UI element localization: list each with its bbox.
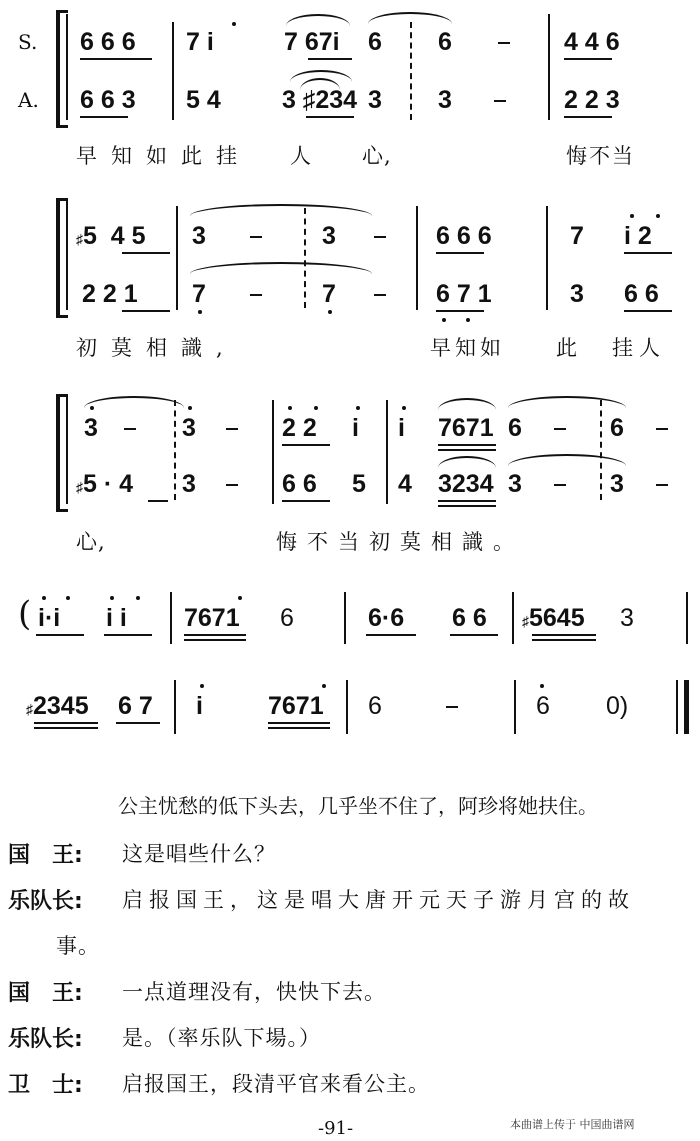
- soprano-label: S.: [18, 30, 38, 54]
- underline: [268, 722, 330, 724]
- dashed-barline: [410, 22, 412, 120]
- hold-dash: [226, 428, 238, 430]
- underline: [564, 58, 612, 60]
- s3-sop-8: 6: [610, 414, 624, 442]
- underline: [80, 58, 152, 60]
- high-dot: [200, 684, 204, 688]
- s2-alt-m1: 2 2 1: [82, 280, 138, 308]
- low-dot: [198, 310, 202, 314]
- s3-sop-2: 3: [182, 414, 196, 442]
- low-dot: [442, 318, 446, 322]
- line-guard: 启报国王，段清平官来看公主。: [122, 1072, 430, 1096]
- high-dot: [188, 406, 192, 410]
- underline: [36, 634, 84, 636]
- stage-direction: 公主忧愁的低下头去，几乎坐不住了，阿珍将她扶住。: [118, 794, 598, 818]
- s3-alt-6: 3234: [438, 470, 494, 498]
- hold-dash: [446, 706, 458, 708]
- s2-sop-m5: 7: [570, 222, 584, 250]
- s1-alt-m2: 5 4: [186, 86, 221, 114]
- hold-dash: [656, 484, 668, 486]
- system3-barline: [66, 396, 68, 504]
- underline: [624, 310, 672, 312]
- speaker-guard: 卫 士:: [8, 1073, 83, 1098]
- s3-lyric-2: 悔不当初莫相識。: [276, 530, 524, 554]
- high-dot: [356, 406, 360, 410]
- int2-6: 6: [536, 692, 550, 720]
- speaker-bandleader: 乐队长:: [8, 889, 83, 914]
- slur: [286, 14, 350, 26]
- int2-7: 0): [606, 692, 629, 720]
- s1-alt-m5: 3: [438, 86, 452, 114]
- s3-sop-6: 7671: [438, 414, 494, 442]
- s2-lyric-1: 初莫相識,: [76, 336, 237, 360]
- underline: [366, 634, 416, 636]
- s1-lyric-3: 心,: [362, 144, 392, 168]
- s3-sop-3: 2 2: [282, 414, 317, 442]
- s3-sop-5: i: [398, 414, 405, 442]
- s1-sop-m3: 7 67i: [284, 28, 340, 56]
- underline: [450, 634, 498, 636]
- slur: [438, 398, 496, 410]
- high-dot: [656, 214, 660, 218]
- high-dot: [322, 684, 326, 688]
- underline: [306, 116, 354, 118]
- final-barline-thin: [676, 680, 678, 734]
- hold-dash: [124, 428, 136, 430]
- s3-alt-2: 3: [182, 470, 196, 498]
- barline: [512, 592, 514, 644]
- final-barline-thick: [684, 680, 689, 734]
- s1-sop-m5: 6: [438, 28, 452, 56]
- high-dot: [314, 406, 318, 410]
- hold-dash: [554, 484, 566, 486]
- high-dot: [66, 596, 70, 600]
- speaker-king: 国 王:: [8, 843, 83, 868]
- barline: [548, 14, 550, 120]
- barline: [174, 680, 176, 734]
- barline: [172, 22, 174, 120]
- underline: [308, 58, 352, 60]
- s2-alt-m3: 7: [322, 280, 336, 308]
- underline: [532, 634, 596, 636]
- high-dot: [110, 596, 114, 600]
- underline: [34, 727, 98, 729]
- barline: [686, 592, 688, 644]
- underline: [104, 634, 152, 636]
- barline: [176, 206, 178, 310]
- tie: [508, 454, 626, 466]
- int2-2: 6 7: [118, 692, 153, 720]
- underline: [116, 722, 160, 724]
- underline: [282, 444, 330, 446]
- s3-sop-7: 6: [508, 414, 522, 442]
- page-number: -91-: [318, 1118, 354, 1139]
- dashed-barline: [174, 400, 176, 500]
- high-dot: [238, 596, 242, 600]
- int1-4: 6: [280, 604, 294, 632]
- int1-3: 7671: [184, 604, 240, 632]
- tie: [190, 204, 372, 216]
- int1-7: ♯5645: [522, 604, 585, 632]
- hold-dash: [374, 294, 386, 296]
- s3-alt-1: ♯5 · 4: [76, 470, 134, 498]
- line-bandleader-1-cont: 事。: [56, 934, 100, 958]
- int1-5: 6·6: [368, 604, 405, 632]
- line-bandleader-2: 是。（率乐队下場。）: [122, 1026, 321, 1050]
- high-dot: [630, 214, 634, 218]
- barline: [346, 680, 348, 734]
- barline: [386, 400, 388, 504]
- s3-lyric-1: 心,: [76, 530, 106, 554]
- system1-barline: [66, 14, 68, 120]
- hold-dash: [250, 294, 262, 296]
- high-dot: [288, 406, 292, 410]
- s2-sop-m1: ♯5 4 5: [76, 222, 146, 250]
- s1-sop-m4: 6: [368, 28, 382, 56]
- s3-alt-5: 4: [398, 470, 412, 498]
- barline: [514, 680, 516, 734]
- line-bandleader-1: 启报国王，这是唱大唐开元天子游月宫的故: [122, 888, 635, 912]
- underline: [438, 444, 496, 446]
- underline: [122, 252, 170, 254]
- line-king-1: 这是唱些什么？: [122, 842, 276, 866]
- s1-lyric-1: 早知如此挂: [76, 144, 251, 168]
- high-dot: [232, 22, 236, 26]
- watermark: 本曲谱上传于 中国曲谱网: [510, 1118, 635, 1131]
- underline: [148, 500, 168, 502]
- hold-dash: [494, 100, 506, 102]
- s2-sop-m4: 6 6 6: [436, 222, 492, 250]
- s1-alt-m6: 2 2 3: [564, 86, 620, 114]
- barline: [416, 206, 418, 310]
- line-king-2: 一点道理没有，快快下去。: [122, 980, 386, 1004]
- int2-1: ♯2345: [26, 692, 89, 720]
- hold-dash: [250, 236, 262, 238]
- barline: [344, 592, 346, 644]
- s2-alt-m4: 6 7 1: [436, 280, 492, 308]
- s2-sop-m6: i 2: [624, 222, 652, 250]
- low-dot: [466, 318, 470, 322]
- s2-lyric-2: 早知如: [430, 336, 505, 360]
- s2-alt-m2: 7: [192, 280, 206, 308]
- high-dot: [42, 596, 46, 600]
- dashed-barline: [600, 400, 602, 500]
- s2-alt-m6: 6 6: [624, 280, 659, 308]
- dashed-barline: [304, 208, 306, 308]
- s2-sop-m3: 3: [322, 222, 336, 250]
- high-dot: [540, 684, 544, 688]
- high-dot: [402, 406, 406, 410]
- int1-8: 3: [620, 604, 634, 632]
- underline: [438, 500, 496, 502]
- alto-label: A.: [18, 88, 39, 112]
- s1-sop-m6: 4 4 6: [564, 28, 620, 56]
- s1-sop-m2: 7 i: [186, 28, 214, 56]
- underline: [268, 727, 330, 729]
- barline: [272, 400, 274, 504]
- slur: [438, 456, 496, 468]
- s1-alt-m1: 6 6 3: [80, 86, 136, 114]
- barline: [546, 206, 548, 310]
- underline: [624, 252, 672, 254]
- int2-5: 6: [368, 692, 382, 720]
- high-dot: [90, 406, 94, 410]
- high-dot: [136, 596, 140, 600]
- hold-dash: [554, 428, 566, 430]
- tie: [508, 396, 626, 408]
- underline: [438, 505, 496, 507]
- low-dot: [328, 310, 332, 314]
- hold-dash: [374, 236, 386, 238]
- s2-lyric-4: 挂人: [612, 336, 666, 360]
- int1-2: i i: [106, 604, 127, 632]
- system2-barline: [66, 200, 68, 310]
- int2-3: i: [196, 692, 203, 720]
- hold-dash: [498, 42, 510, 44]
- underline: [436, 252, 484, 254]
- underline: [438, 449, 496, 451]
- speaker-bandleader: 乐队长:: [8, 1027, 83, 1052]
- int1-1: i·i: [38, 604, 61, 632]
- s2-lyric-3: 此: [556, 336, 578, 360]
- underline: [436, 310, 484, 312]
- underline: [564, 116, 612, 118]
- underline: [184, 634, 246, 636]
- hold-dash: [226, 484, 238, 486]
- s3-sop-1: 3: [84, 414, 98, 442]
- s2-alt-m5: 3: [570, 280, 584, 308]
- s1-lyric-2: 人: [290, 144, 312, 168]
- barline: [170, 592, 172, 644]
- s1-sop-m1: 6 6 6: [80, 28, 136, 56]
- s3-alt-7: 3: [508, 470, 522, 498]
- s1-alt-m3: 3 ♯234: [282, 86, 358, 114]
- underline: [34, 722, 98, 724]
- s3-alt-4: 5: [352, 470, 366, 498]
- s3-alt-8: 3: [610, 470, 624, 498]
- underline: [184, 639, 246, 641]
- underline: [532, 639, 596, 641]
- hold-dash: [656, 428, 668, 430]
- underline: [122, 310, 170, 312]
- open-paren: (: [18, 594, 32, 634]
- s3-sop-4: i: [352, 414, 359, 442]
- int2-4: 7671: [268, 692, 324, 720]
- s2-sop-m2: 3: [192, 222, 206, 250]
- s3-alt-3: 6 6: [282, 470, 317, 498]
- s1-lyric-4: 悔不当: [566, 144, 635, 168]
- s1-alt-m4: 3: [368, 86, 382, 114]
- speaker-king: 国 王:: [8, 981, 83, 1006]
- underline: [80, 116, 128, 118]
- underline: [282, 500, 330, 502]
- tie: [84, 396, 184, 408]
- tie: [190, 262, 372, 274]
- int1-6: 6 6: [452, 604, 487, 632]
